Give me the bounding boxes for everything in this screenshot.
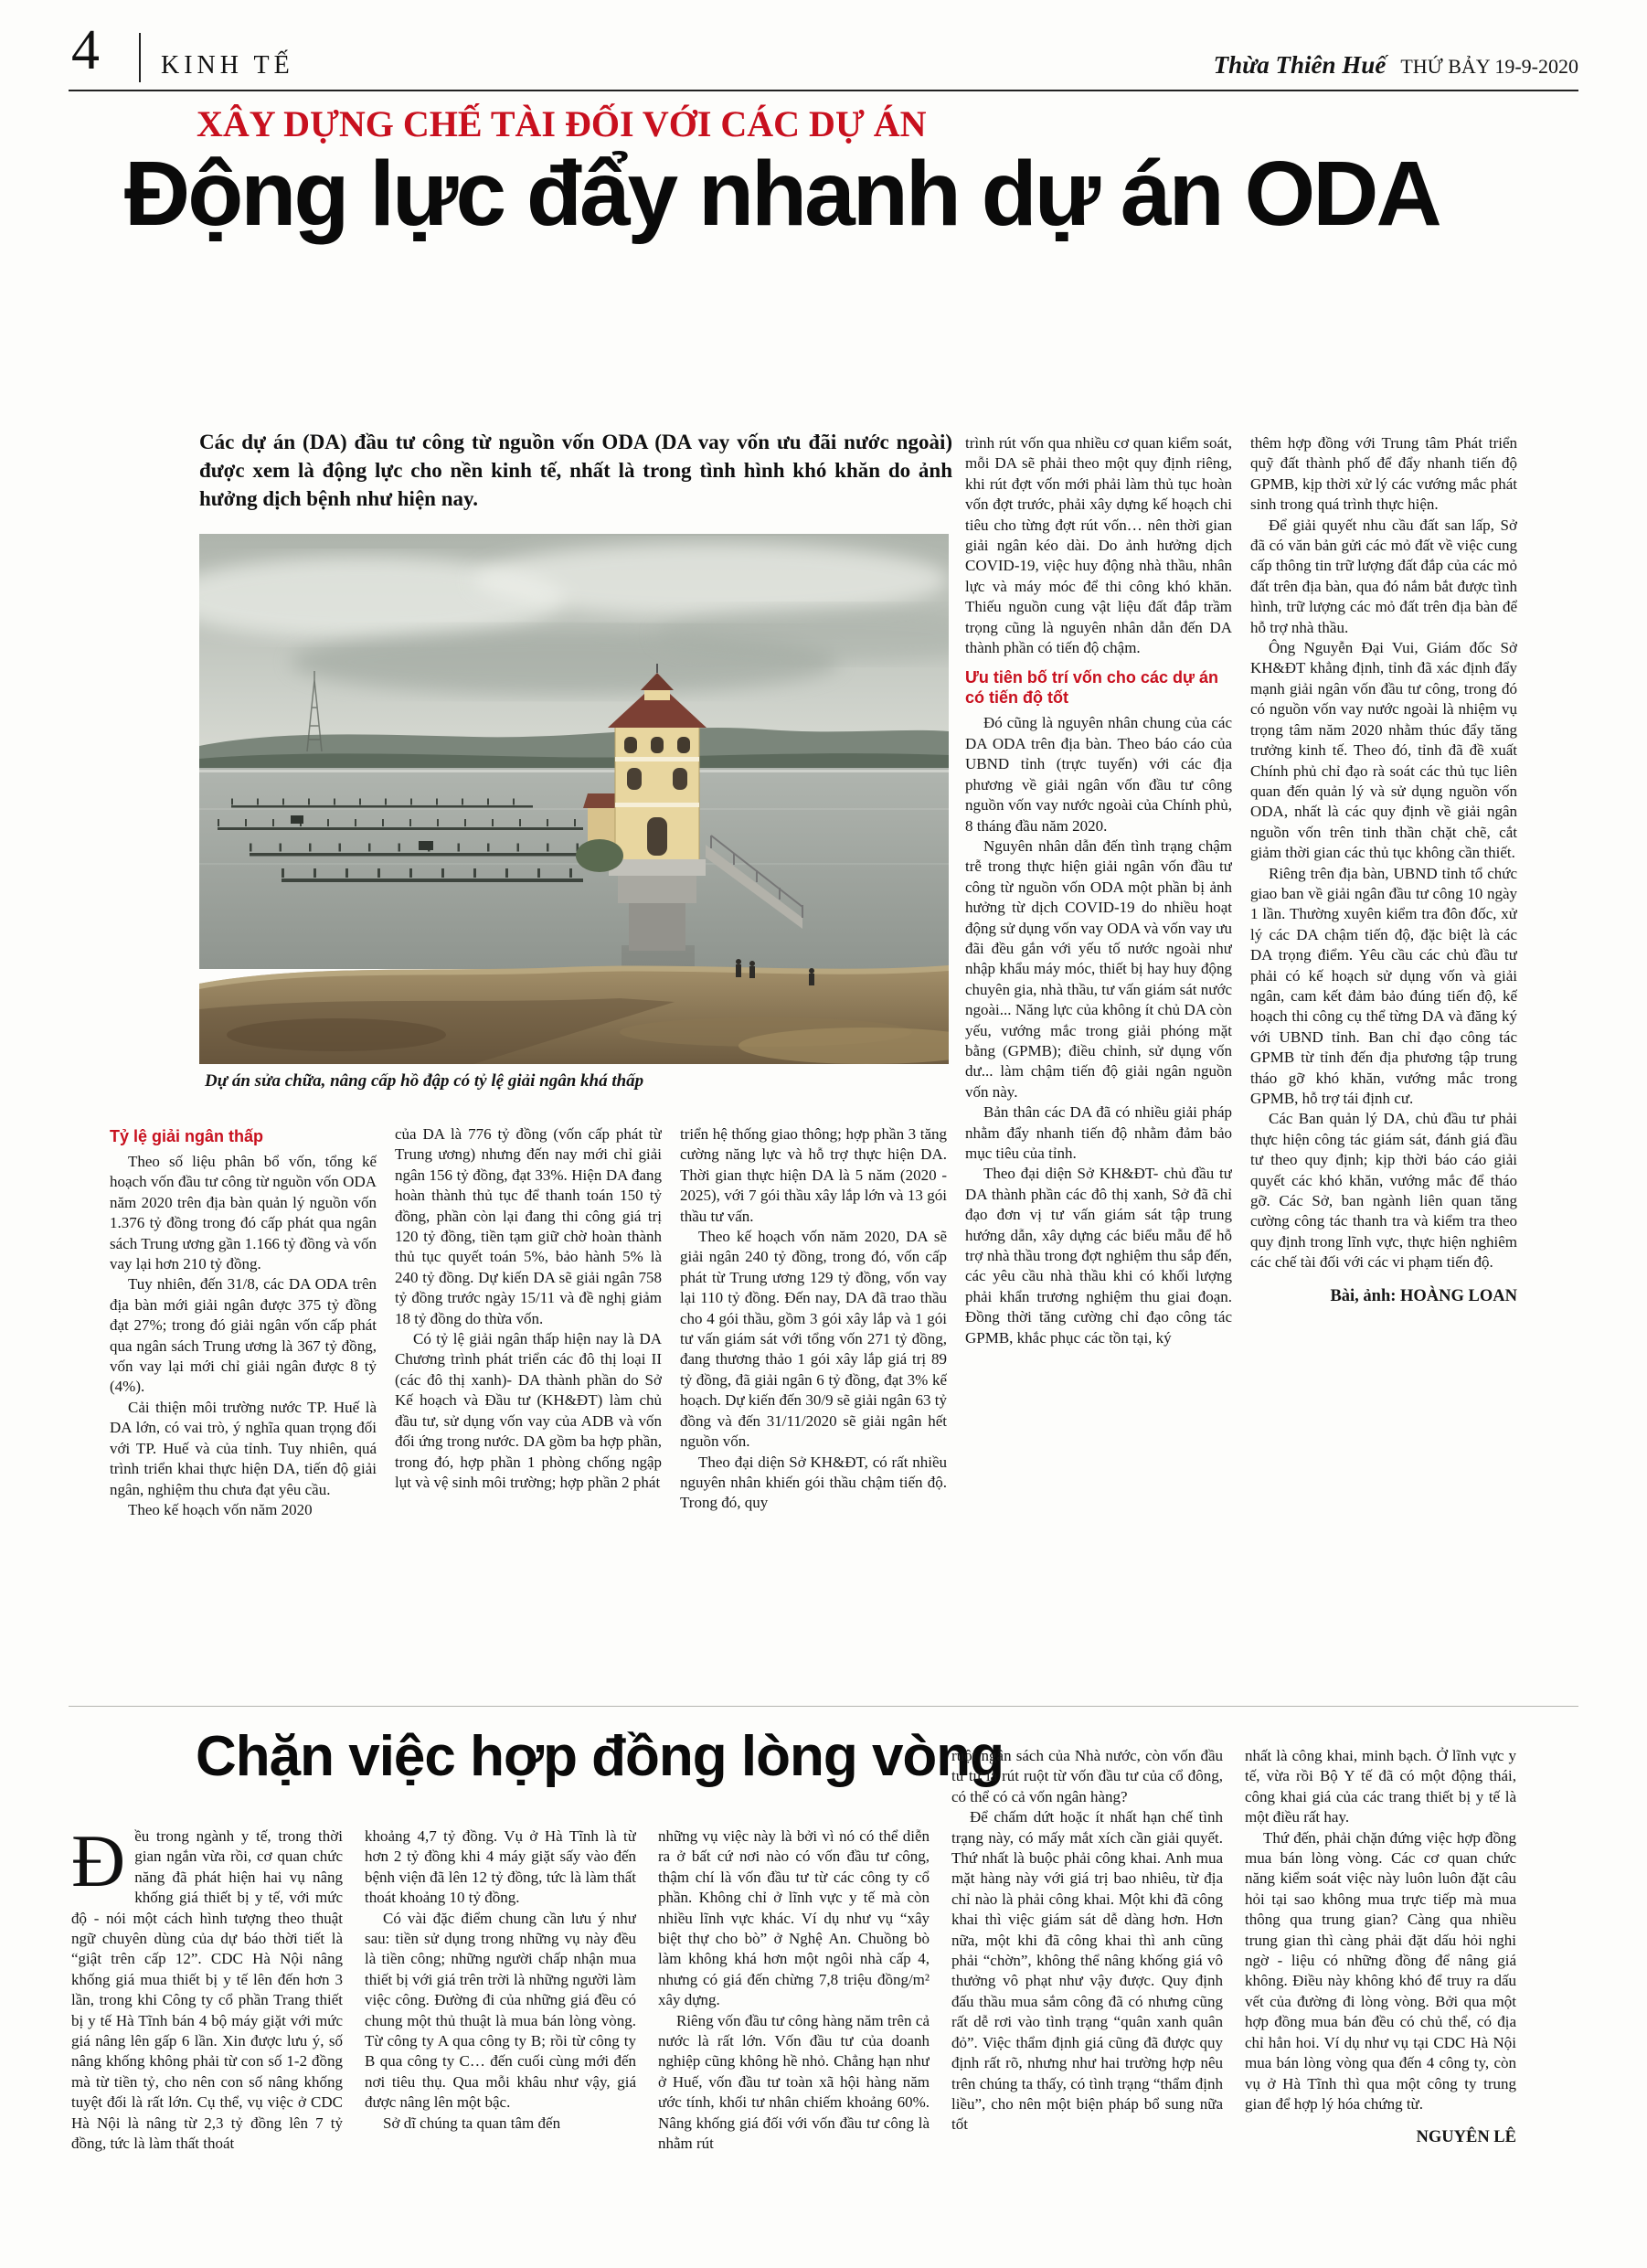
masthead: Thừa Thiên Huế [1213, 51, 1387, 79]
article-column-3 [680, 1124, 947, 1686]
opinion-column-1 [71, 1826, 343, 2243]
paragraph: ruột ngân sách của Nhà nước, còn vốn đầu tư tư là rút ruột từ vốn đầu tư của cổ đông, có thể có cả vốn ngân hàng? [951, 1747, 1223, 1805]
byline: NGUYÊN LÊ [1416, 2128, 1516, 2147]
article-column-4 [965, 433, 1232, 1686]
page-number: 4 [71, 19, 100, 81]
article-column-1 [110, 1124, 377, 1686]
water-surface [199, 768, 949, 969]
opinion-column-5 [1245, 1746, 1516, 2243]
paragraph: những vụ việc này là bởi vì nó có thể diễn ra ở bất cứ nơi nào có vốn đầu tư công, thậm chí là vốn đầu tư từ các công ty cổ phần. Không chỉ ở lĩnh vực y tế mà còn nhiều lĩnh vực khác. Ví dụ như vụ “xây biệt thự cho bò” ở Nghệ An. Chuồng bò làm không khá hơn một ngôi nhà cấp 4, nhưng có giá đến chừng 7,8 triệu đồng/m² xây dựng. [658, 1827, 930, 2009]
section-title: KINH TẾ [161, 51, 294, 80]
paragraph: Riêng vốn đầu tư công hàng năm trên cả nước là rất lớn. Vốn đầu tư của doanh nghiệp cũng không hề nhỏ. Chẳng hạn như ở Huế, vốn đầu tư toàn xã hội hàng năm ước tính, khối tư nhân chiếm khoảng 60%. Nâng khống giá đối với vốn đầu tư công là nhằm rút [658, 2011, 930, 2153]
paragraph: Các Ban quản lý DA, chủ đầu tư phải thực hiện công tác giám sát, đánh giá đầu tư theo quy định; kịp thời báo cáo giải quyết các khó khăn, vướng mắc để tháo gỡ. Các Sở, ban ngành liên quan tăng cường công tác thanh tra và kiểm tra theo quy định trong lĩnh vực, thực hiện nghiêm các chế tài đối với các vi phạm tiến độ. [1250, 1110, 1517, 1272]
paragraph: Theo đại diện Sở KH&ĐT- chủ đầu tư DA thành phần các đô thị xanh, Sở đã chỉ đạo đơn vị tư vấn giám sát tập trung hướng dẫn, xây dựng các biểu mẫu để hỗ trợ nhà thầu trong đợt nghiệm thu sắp đến, các yêu cầu nhà thầu khi có khối lượng phải khẩn trương nghiệm thu giai đoạn. Đồng thời tăng cường chỉ đạo công tác GPMB, khắc phục các tồn tại, ký [965, 1165, 1232, 1347]
paragraph: Bản thân các DA đã có nhiều giải pháp nhằm đẩy nhanh tiến độ nhằm đảm bảo mục tiêu của tỉnh. [965, 1103, 1232, 1162]
column-subhead: Ưu tiên bố trí vốn cho các dự án có tiến độ tốt [965, 668, 1218, 708]
reservoir-photo-illustration [199, 534, 949, 1064]
paragraph: Theo kế hoạch vốn năm 2020, DA sẽ giải ngân 240 tỷ đồng, trong đó, vốn cấp phát từ Trung ương 129 tỷ đồng, vốn vay lại 110 tỷ đồng. Đến nay, DA đã trao thầu cho 4 gói thầu, gồm 3 gói xây lắp và 1 gói tư vấn giám sát với tổng vốn 271 tỷ đồng, đang thương thảo 1 gói xây lắp giá trị 89 tỷ đồng, đã giải ngân 6 tỷ đồng, đạt 3% kế hoạch. Dự kiến đến 30/9 sẽ giải ngân 63 tỷ đồng và đến 31/11/2020 sẽ giải ngân hết nguồn vốn. [680, 1228, 947, 1451]
issue-date: THỨ BẢY 19-9-2020 [1400, 55, 1578, 78]
opinion-headline: Chặn việc hợp đồng lòng vòng [196, 1725, 1004, 1788]
header-divider [139, 33, 141, 82]
paragraph: nhất là công khai, minh bạch. Ở lĩnh vực y tế, vừa rồi Bộ Y tế đã có một động thái, công khai giá của các trang thiết bị y tế là một điều rất hay. [1245, 1747, 1516, 1826]
header-rule [69, 90, 1578, 91]
drop-cap: Đ [71, 1826, 126, 1902]
shore-foreground [199, 965, 949, 1064]
paragraph: khoảng 4,7 tỷ đồng. Vụ ở Hà Tĩnh là từ hơn 2 tỷ đồng khi 4 máy giặt sấy vào đến bệnh viện đã lên 12 tỷ đồng, tức là làm thất thoát khoảng 10 tỷ đồng. [365, 1827, 636, 1907]
paragraph: thêm hợp đồng với Trung tâm Phát triển quỹ đất thành phố để đẩy nhanh tiến độ GPMB, kịp thời xử lý các vướng mắc phát sinh trong quá trình thực hiện. [1250, 434, 1517, 514]
paragraph-dropcap: Đều trong ngành y tế, trong thời gian ngắn vừa rồi, cơ quan chức năng đã phát hiện hai vụ nâng khống giá thiết bị y tế, với mức độ - nói một cách hình tượng theo thuật ngữ chuyên dùng của dự báo thời tiết là “giật trên cấp 12”. CDC Hà Nội nâng khống giá mua thiết bị y tế lên đến hơn 3 lần, trong khi Công ty cổ phần Trang thiết bị y tế Hà Tĩnh bán 4 bộ máy giặt với mức giá nâng lên gấp 6 lần. Xin được lưu ý, số nâng khống không phải từ con số 1-2 đồng mà từ tiền tỷ, cho nên con số nâng khống tuyệt đối là rất lớn. Cụ thể, vụ việc ở CDC Hà Nội là nâng từ 2,3 tỷ đồng lên 7 tỷ đồng, tức là làm thất thoát [71, 1826, 343, 2153]
paragraph: Theo kế hoạch vốn năm 2020 [128, 1500, 313, 1518]
paragraph: Để giải quyết nhu cầu đất san lấp, Sở đã có văn bản gửi các mỏ đất về việc cung cấp thông tin trữ lượng đất đắp của các mỏ đất trên địa bàn, qua đó nắm bắt được tình hình, trữ lượng các mỏ đất trên địa bàn để hỗ trợ nhà thầu. [1250, 516, 1517, 636]
paragraph: Theo đại diện Sở KH&ĐT, có rất nhiều nguyên nhân khiến gói thầu chậm tiến độ. Trong đó, quy [680, 1453, 947, 1512]
paragraph: Thứ đến, phải chặn đứng việc hợp đồng mua bán lòng vòng. Các cơ quan chức năng kiểm soát việc này luôn luôn đặt câu hỏi tại sao không mua trực tiếp mà mua thông qua trung gian? Càng qua nhiều trung gian thì càng phải đặt dấu hỏi nghi ngờ - liệu có những đồng để nâng giá không. Điều này không khó để truy ra dấu vết của đường đi lòng vòng. Bởi qua một hợp đồng mua bán đều có chủ thể, có địa chỉ hẳn hoi. Ví dụ như vụ tại CDC Hà Nội mua bán lòng vòng qua đến 4 công ty, còn vụ ở Hà Tĩnh thì qua một công ty trung gian để hợp lý hóa chứng từ. [1245, 1828, 1516, 2113]
article-separator-rule [69, 1706, 1578, 1707]
paragraph: Có vài đặc điểm chung cần lưu ý như sau: tiền sử dụng trong những vụ này đều là tiền công; những người chấp nhận mua thiết bị với giá trên trời là những người làm việc công. Đường đi của những giá đều có chung một thủ thuật là mua bán lòng vòng. Từ công ty A qua công ty B; rồi từ công ty B qua công ty C… đến cuối cùng mới đến nơi tiêu thụ. Qua mỗi khâu như vậy, giá được nâng lên một bậc. [365, 1909, 636, 2112]
opinion-column-2 [365, 1826, 636, 2243]
paragraph: Nguyên nhân dẫn đến tình trạng chậm trễ trong thực hiện giải ngân vốn đầu tư công từ nguồn vốn ODA một phần bị ảnh hưởng từ dịch COVID-19 do nhiều hoạt động sử dụng vốn vay ODA và vốn vay ưu đãi đều gắn với yếu tố nước ngoài như nhập khẩu máy móc, thiết bị hay huy động chuyên gia, nhà thầu, tư vấn giám sát nước ngoài... Năng lực của không ít chủ DA còn yếu, vướng mắc trong giải phóng mặt bằng (GPMB); điều chỉnh, sử dụng vốn dư... làm chậm tiến độ giải ngân nguồn vốn này. [965, 836, 1232, 1101]
paragraph: Ông Nguyễn Đại Vui, Giám đốc Sở KH&ĐT khẳng định, tỉnh đã xác định đẩy mạnh giải ngân vốn đầu tư công, trong đó có nguồn vốn vay nước ngoài là nhiệm vụ trọng tâm năm 2020 nhằm thúc đẩy tăng trưởng kinh tế. Theo đó, tỉnh đã đề xuất Chính phủ chỉ đạo rà soát các thủ tục liên quan đến quản lý và sử dụng nguồn vốn ODA, nhất là các quy định về giải ngân nguồn vốn trên tinh thần chặt chẽ, cắt giảm thời gian các thủ tục không cần thiết. [1250, 639, 1517, 862]
column-subhead: Tỷ lệ giải ngân thấp [110, 1127, 264, 1145]
paragraph: Theo số liệu phân bổ vốn, tổng kế hoạch vốn đầu tư công từ nguồn vốn ODA năm 2020 trên địa bàn quản lý nguồn vốn 1.376 tỷ đồng trong đó cấp phát qua ngân sách Trung ương gần 1.166 tỷ đồng và vốn vay lại hơn 210 tỷ đồng. [110, 1153, 377, 1273]
article-photo [199, 534, 949, 1064]
opinion-column-3 [658, 1826, 930, 2243]
paragraph: trình rút vốn qua nhiều cơ quan kiểm soát, mỗi DA sẽ phải theo một quy định riêng, khi rút đợt vốn mới phải làm thủ tục hoàn vốn đợt trước, phải xây dựng kế hoạch chi tiêu cho từng đợt rút vốn… nên thời gian giải ngân kéo dài. Do ảnh hưởng dịch COVID-19, việc huy động nhà thầu, nhân lực và máy móc để thi công khó khăn. Thiếu nguồn cung vật liệu đất đắp trầm trọng cũng là nguyên nhân dẫn đến DA thành phần có tiến độ chậm. [965, 434, 1232, 657]
paragraph: Sở dĩ chúng ta quan tâm đến [383, 2114, 561, 2132]
photo-caption: Dự án sửa chữa, nâng cấp hồ đập có tỷ lệ giải ngân khá thấp [205, 1071, 644, 1091]
paragraph: Có tỷ lệ giải ngân thấp hiện nay là DA Chương trình phát triển các đô thị loại II (các đô thị xanh)- DA thành phần do Sở Kế hoạch và Đầu tư (KH&ĐT) làm chủ đầu tư, sử dụng vốn vay của ADB và vốn đối ứng trong nước. DA gồm ba hợp phần, trong đó, hợp phần 1 phòng chống ngập lụt và vệ sinh môi trường; hợp phần 2 phát [395, 1330, 662, 1491]
opinion-column-4 [951, 1746, 1223, 2243]
masthead-block [1214, 51, 1578, 80]
article-headline: Động lực đẩy nhanh dự án ODA [124, 143, 1440, 245]
article-kicker: XÂY DỰNG CHẾ TÀI ĐỐI VỚI CÁC DỰ ÁN [197, 103, 927, 144]
paragraph: Để chấm dứt hoặc ít nhất hạn chế tình trạng này, có mấy mắt xích cần giải quyết. Thứ nhất là buộc phải công khai. Anh mua mặt hàng này với giá trị bao nhiêu, từ địa chỉ nào là phải công khai. Một khi đã công khai thì việc giám sát dễ dàng hơn. Hơn nữa, một khi đã công khai thì anh cũng phải “chờn”, không thể nâng khống giá vô thưởng vô phạt như vậy được. Quy định đấu thầu mua sắm công đã có nhưng cũng rất dễ rơi vào tình trạng “quân xanh quân đỏ”. Việc thẩm định giá cũng đã được quy định rất rõ, nhưng như hai trường hợp nêu trên chúng ta thấy, có tình trạng “thẩm định liều”, cho nên một biện pháp bổ sung nữa tốt [951, 1808, 1223, 2134]
paragraph: Đó cũng là nguyên nhân chung của các DA ODA trên địa bàn. Theo báo cáo của UBND tỉnh (trực tuyến) với các địa phương về giải ngân vốn đầu tư công nguồn vốn vay nước ngoài của Chính phủ, 8 tháng đầu năm 2020. [965, 714, 1232, 835]
article-lead: Các dự án (DA) đầu tư công từ nguồn vốn ODA (DA vay vốn ưu đãi nước ngoài) được xem là động lực cho nền kinh tế, nhất là trong tình hình khó khăn do ảnh hưởng dịch bệnh như hiện nay. [199, 431, 952, 510]
paragraph: triển hệ thống giao thông; hợp phần 3 tăng cường năng lực và hỗ trợ thực hiện DA. Thời gian thực hiện DA là 5 năm (2020 - 2025), với 7 gói thầu xây lắp lớn và 13 gói thầu tư vấn. [680, 1125, 947, 1225]
paragraph: Cải thiện môi trường nước TP. Huế là DA lớn, có vai trò, ý nghĩa quan trọng đối với TP. Huế và của tỉnh. Tuy nhiên, quá trình triển khai thực hiện DA, tiến độ giải ngân, nghiệm thu chưa đạt yêu cầu. [110, 1398, 377, 1498]
paragraph: Riêng trên địa bàn, UBND tỉnh tổ chức giao ban về giải ngân đầu tư công 10 ngày 1 lần. Thường xuyên kiểm tra đôn đốc, xử lý các DA chậm tiến độ, đặc biệt là các DA trọng điểm. Yêu cầu các chủ đầu tư phải có kế hoạch sử dụng vốn và giải ngân, cam kết đảm bảo đúng tiến độ, kế hoạch thi công cụ thể từng DA và đăng ký với UBND tỉnh. Ban chỉ đạo công tác GPMB từ tỉnh đến địa phương tập trung tháo gỡ khó khăn, vướng mắc trong GPMB, hỗ trợ tái định cư. [1250, 864, 1517, 1107]
byline: Bài, ảnh: HOÀNG LOAN [1330, 1286, 1517, 1305]
article-column-2 [395, 1124, 662, 1686]
article-column-5 [1250, 433, 1517, 1686]
paragraph: Tuy nhiên, đến 31/8, các DA ODA trên địa bàn mới giải ngân được 375 tỷ đồng đạt 27%; trong đó giải ngân vốn cấp phát qua ngân sách Trung ương là 367 tỷ đồng, vốn vay lại mới chỉ giải ngân được 8 tỷ (4%). [110, 1275, 377, 1396]
paragraph: của DA là 776 tỷ đồng (vốn cấp phát từ Trung ương) nhưng đến nay mới chỉ giải ngân 156 tỷ đồng, đạt 33%. Hiện DA đang hoàn thành thủ tục để thanh toán 150 tỷ đồng, phần còn lại đang thi công giá trị 120 tỷ đồng, tiền tạm giữ chờ hoàn thành thủ tục quyết toán 5%, bảo hành 5% là 240 tỷ đồng. Dự kiến DA sẽ giải ngân 758 tỷ đồng trước ngày 15/11 và đề nghị giảm 18 tỷ đồng do thừa vốn. [395, 1125, 662, 1327]
